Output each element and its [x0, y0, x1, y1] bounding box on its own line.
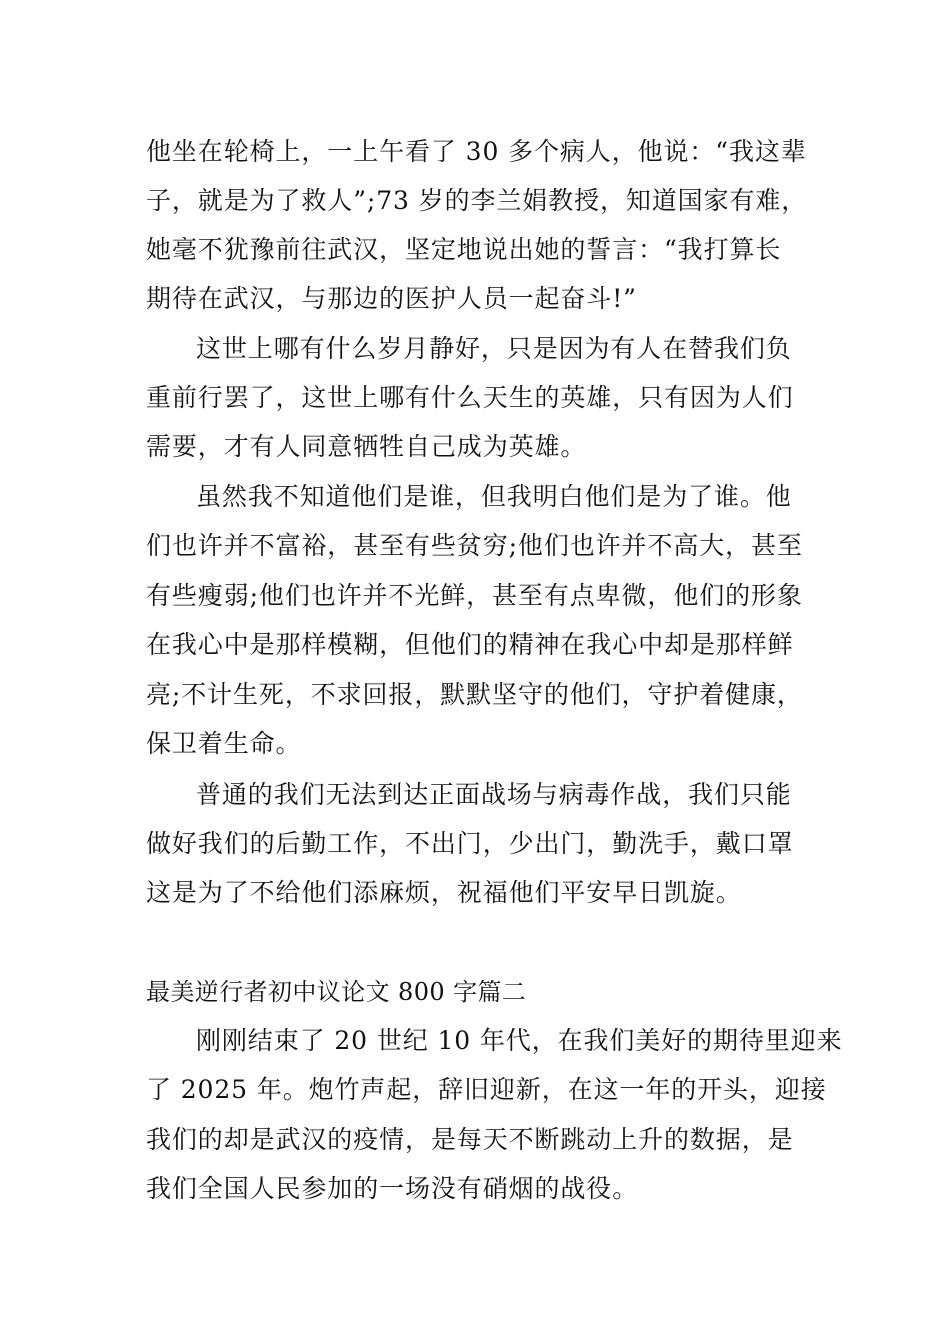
text-line: 子，就是为了救人”;73 岁的李兰娟教授，知道国家有难，: [146, 186, 808, 215]
text-line: 需要，才有人同意牺牲自己成为英雄。: [146, 432, 587, 461]
text-line: 有些瘦弱;他们也许并不光鲜，甚至有点卑微，他们的形象: [146, 581, 803, 610]
text-line: 亮;不计生死，不求回报，默默坚守的他们，守护着健康，: [146, 680, 803, 709]
text-line: 做好我们的后勤工作，不出门，少出门，勤洗手，戴口罩: [146, 829, 794, 858]
text-line: 我们的却是武汉的疫情，是每天不断跳动上升的数据，是: [146, 1125, 794, 1154]
text-line: 在我心中是那样模糊，但他们的精神在我心中却是那样鲜: [146, 630, 794, 659]
section-heading: 最美逆行者初中议论文 800 字篇二: [146, 978, 527, 1006]
text-line: 我们全国人民参加的一场没有硝烟的战役。: [146, 1174, 639, 1203]
text-line: 他坐在轮椅上，一上午看了 30 多个病人，他说：“我这辈: [146, 137, 807, 166]
text-line: 她毫不犹豫前往武汉，坚定地说出她的誓言：“我打算长: [146, 235, 782, 264]
paragraph-first-line: 虽然我不知道他们是谁，但我明白他们是为了谁。他: [196, 482, 792, 511]
text-line: 们也许并不富裕，甚至有些贫穷;他们也许并不高大，甚至: [146, 531, 803, 560]
text-line: 期待在武汉，与那边的医护人员一起奋斗!”: [146, 284, 637, 313]
text-line: 保卫着生命。: [146, 729, 302, 758]
text-line: 了 2025 年。炮竹声起，辞旧迎新，在这一年的开头，迎接: [146, 1075, 827, 1104]
text-line: 重前行罢了，这世上哪有什么天生的英雄，只有因为人们: [146, 383, 794, 412]
paragraph-first-line: 普通的我们无法到达正面战场与病毒作战，我们只能: [196, 780, 792, 809]
paragraph-first-line: 刚刚结束了 20 世纪 10 年代，在我们美好的期待里迎来: [196, 1026, 843, 1055]
paragraph-first-line: 这世上哪有什么岁月静好，只是因为有人在替我们负: [196, 334, 792, 363]
text-line: 这是为了不给他们添麻烦，祝福他们平安早日凯旋。: [146, 878, 742, 907]
